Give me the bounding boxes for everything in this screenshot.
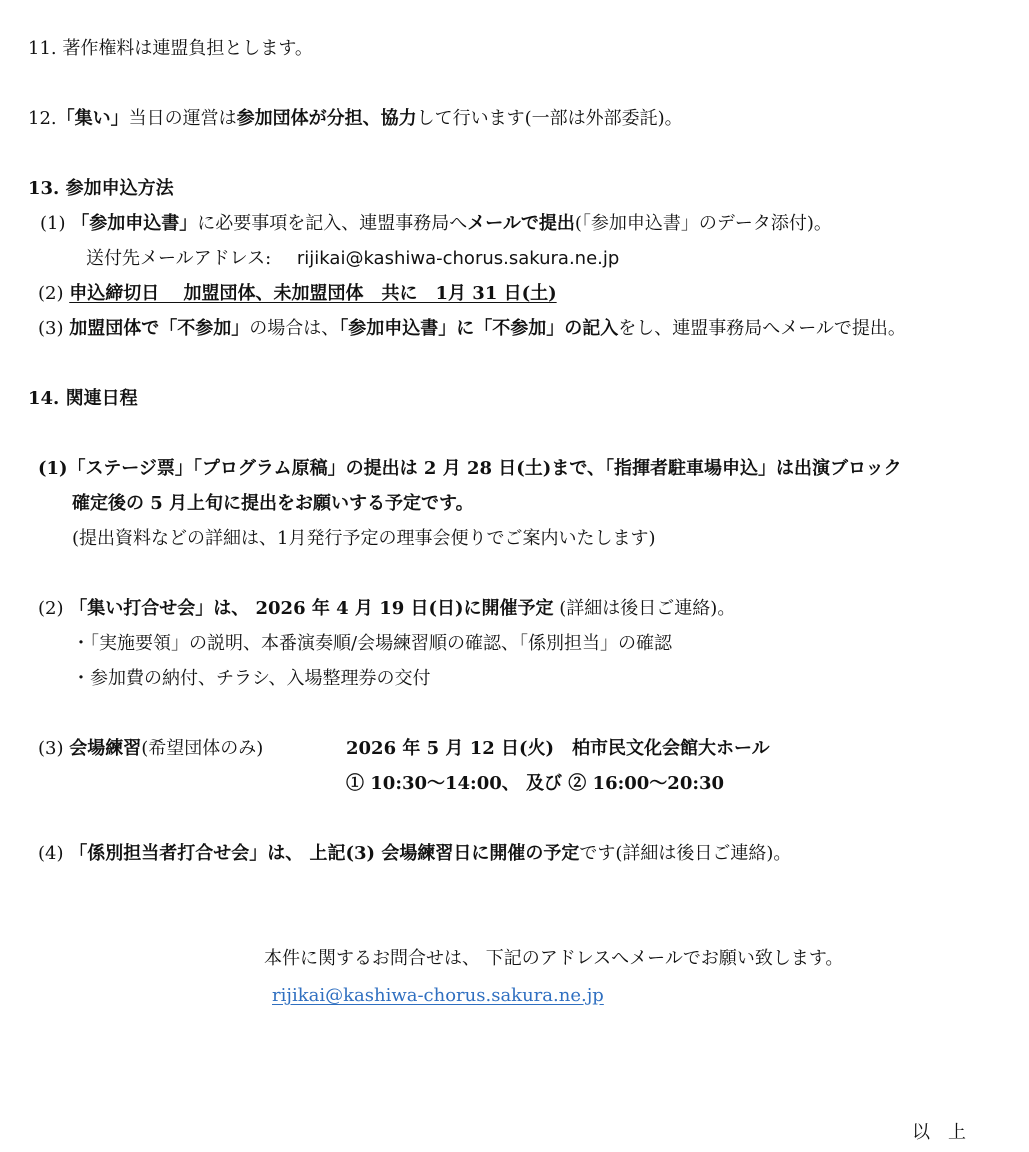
section-11 — [28, 36, 313, 62]
bold-text: 「集い」 — [56, 108, 129, 129]
body-text: 当日の運営は — [128, 108, 237, 129]
s13-item-2 — [38, 281, 557, 307]
address-email: rijikai@kashiwa-chorus.sakura.ne.jp — [296, 248, 620, 269]
deadline-text: 申込締切日 加盟団体、未加盟団体 共に 1月 31 日(土) — [69, 283, 557, 304]
s14-item-2 — [38, 596, 735, 622]
bold-text: 「集い打合せ会」は、 2026 年 4 月 19 日(日)に開催予定 — [69, 598, 554, 619]
bold-text: 「参加申込書」に「不参加」の記入 — [339, 318, 619, 339]
body-text: です(詳細は後日ご連絡)。 — [579, 843, 792, 864]
contact-email-link[interactable]: rijikai@kashiwa-chorus.sakura.ne.jp — [272, 985, 604, 1006]
s14-item-3-date: 2026 年 5 月 12 日(火) 柏市民文化会館大ホール — [346, 738, 770, 759]
item-number: (2) — [38, 598, 64, 619]
item-number: (1) — [40, 213, 66, 234]
body-text: (希望団体のみ) — [141, 738, 264, 759]
body-text: をし、連盟事務局へメールで提出。 — [618, 318, 906, 339]
s14-item-1-line-1: (1)「ステージ票」「プログラム原稿」の提出は 2 月 28 日(土)まで、「指揮者駐車場申込」は出演ブロック — [38, 458, 902, 479]
body-text: に必要事項を記入、連盟事務局へ — [197, 213, 468, 234]
section-number: 11. — [28, 38, 57, 59]
item-number: (3) — [38, 318, 64, 339]
item-number: (4) — [38, 843, 64, 864]
bold-text: メールで提出 — [467, 213, 575, 234]
bold-text: 会場練習 — [69, 738, 142, 759]
bold-text: 「参加申込書」 — [71, 213, 198, 234]
section-text: 著作権料は連盟負担とします。 — [62, 38, 313, 59]
section-heading: 参加申込方法 — [65, 178, 174, 199]
s14-item-1-line-2: 確定後の 5 月上旬に提出をお願いする予定です。 — [72, 493, 474, 514]
s14-item-3 — [38, 736, 263, 762]
body-text: して行います(一部は外部委託)。 — [416, 108, 683, 129]
s14-item-3-times: ① 10:30〜14:00、 及び ② 16:00〜20:30 — [346, 773, 725, 794]
address-line — [86, 246, 619, 272]
section-14-heading — [28, 386, 138, 412]
s14-item-4 — [38, 841, 791, 867]
section-12 — [28, 106, 683, 132]
item-number: (3) — [38, 738, 64, 759]
closing-text: 以 上 — [912, 1122, 966, 1143]
s14-item-2-bullet-1: ・「実施要領」の説明、本番演奏順/会場練習順の確認、「係別担当」の確認 — [72, 633, 673, 654]
s14-item-2-bullet-2: ・参加費の納付、チラシ、入場整理券の交付 — [72, 668, 431, 689]
s14-item-1-note: (提出資料などの詳細は、1月発行予定の理事会便りでご案内いたします) — [72, 528, 656, 549]
item-number: (2) — [38, 283, 64, 304]
bold-text: 加盟団体で「不参加」 — [69, 318, 250, 339]
bold-text: 参加団体が分担、協力 — [236, 108, 417, 129]
body-text: (詳細は後日ご連絡)。 — [559, 598, 736, 619]
section-13-heading — [28, 176, 174, 202]
s13-item-1 — [40, 211, 832, 237]
body-text: (「参加申込書」のデータ添付)。 — [574, 213, 832, 234]
s13-item-3 — [38, 316, 906, 342]
bold-text: 「係別担当者打合せ会」は、 上記(3) 会場練習日に開催の予定 — [69, 843, 580, 864]
section-number: 13. — [28, 178, 60, 199]
address-label: 送付先メールアドレス: — [86, 248, 272, 269]
contact-text: 本件に関するお問合せは、 下記のアドレスへメールでお願い致します。 — [264, 948, 844, 969]
body-text: の場合は、 — [249, 318, 340, 339]
section-heading: 関連日程 — [65, 388, 138, 409]
section-number: 12. — [28, 108, 57, 129]
contact-email-wrap — [272, 983, 604, 1009]
section-number: 14. — [28, 388, 60, 409]
